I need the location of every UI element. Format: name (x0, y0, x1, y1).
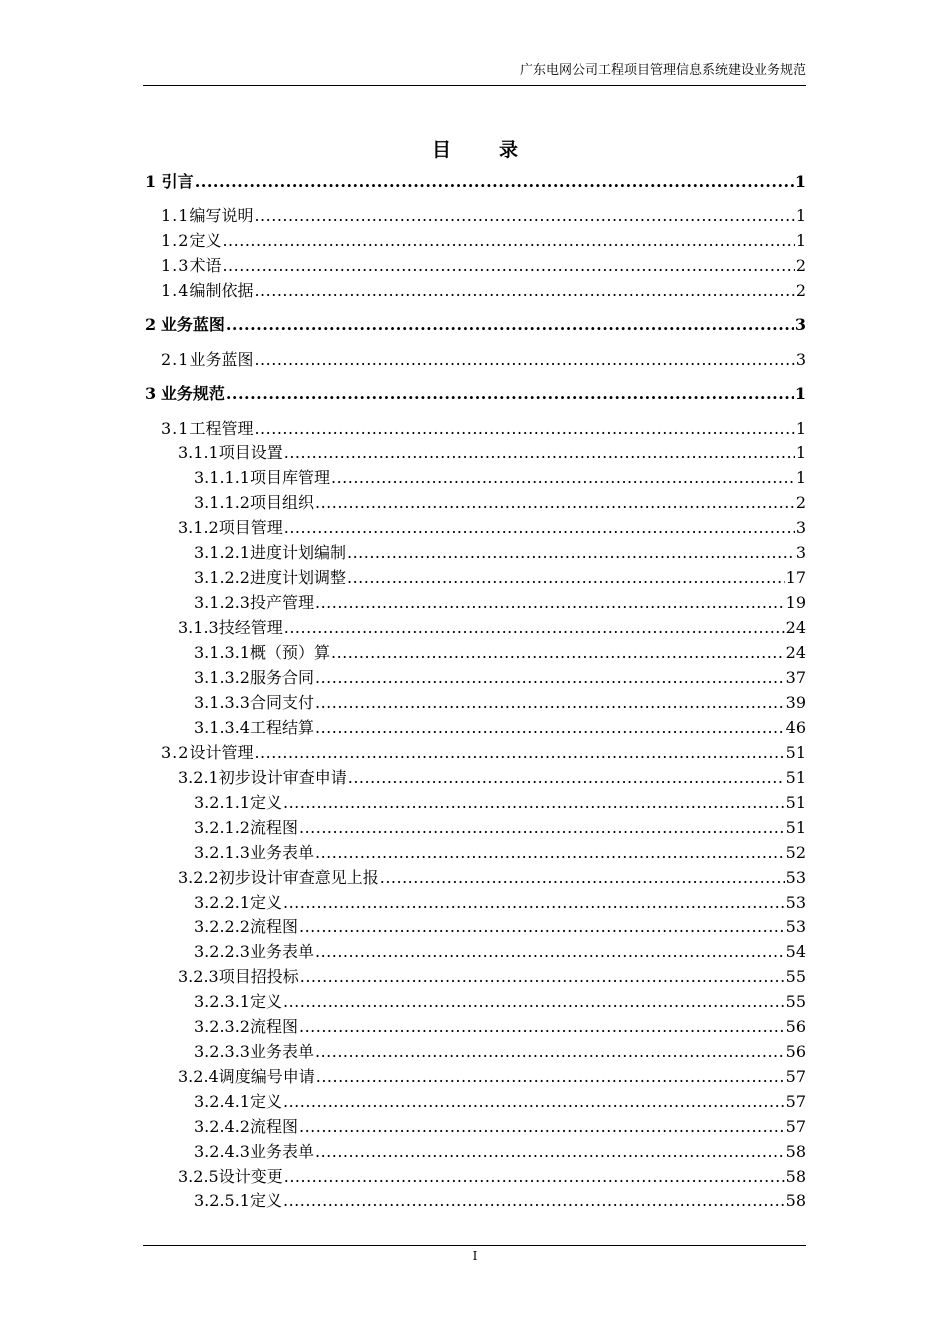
toc-entry-page: 1 (795, 419, 806, 438)
toc-entry-page: 51 (785, 743, 806, 762)
toc-entry-title: 流程图 (249, 917, 298, 936)
toc-entry-page: 37 (785, 668, 806, 687)
toc-entry-page: 52 (785, 843, 806, 862)
toc-leader (254, 418, 794, 440)
toc-entry-number: 3.1.1 (178, 443, 219, 462)
toc-entry[interactable] (161, 255, 806, 277)
toc-entry[interactable] (194, 1016, 806, 1038)
toc-entry-page: 2 (795, 281, 806, 300)
toc-leader (315, 1041, 785, 1063)
toc-entry[interactable] (194, 916, 806, 938)
toc-entry-title: 项目设置 (218, 443, 283, 462)
toc-leader (283, 792, 785, 814)
toc-entry-page: 53 (785, 917, 806, 936)
toc-entry-page: 1 (795, 443, 806, 462)
toc-leader (348, 767, 785, 789)
toc-entry-number: 3.2.1.2 (194, 818, 250, 837)
toc-leader (347, 542, 795, 564)
toc-entry-page: 55 (785, 992, 806, 1011)
toc-leader (299, 1016, 785, 1038)
toc-leader (254, 742, 784, 764)
toc-entry[interactable] (194, 467, 806, 489)
toc-entry-title: 合同支付 (249, 693, 314, 712)
toc-entry-number: 3.2.1.3 (194, 843, 250, 862)
toc-entry-page: 51 (785, 818, 806, 837)
toc-leader (222, 255, 794, 277)
toc-entry[interactable] (194, 1091, 806, 1113)
toc-entry[interactable] (178, 617, 806, 639)
toc-leader (315, 717, 785, 739)
page-number: I (472, 1249, 478, 1263)
toc-entry[interactable] (194, 592, 806, 614)
toc-entry-title: 业务表单 (249, 942, 314, 961)
toc-entry-page: 57 (785, 1092, 806, 1111)
toc-entry-page: 1 (794, 384, 806, 403)
toc-entry[interactable] (194, 542, 806, 564)
toc-entry-number: 3.2.3.2 (194, 1017, 250, 1036)
toc-leader (315, 492, 795, 514)
toc-entry[interactable] (145, 314, 806, 336)
toc-entry-number: 3.2 (161, 743, 190, 762)
toc-leader (283, 892, 785, 914)
toc-entry-page: 58 (785, 1167, 806, 1186)
toc-leader (331, 642, 785, 664)
toc-leader (315, 1141, 785, 1163)
toc-entry[interactable] (145, 171, 806, 193)
toc-entry-page: 2 (795, 256, 806, 275)
toc-entry-number: 1.1 (161, 206, 190, 225)
toc-entry-number: 3.1.3.1 (194, 643, 250, 662)
toc-entry-number: 3.2.4.1 (194, 1092, 250, 1111)
toc-entry-page: 2 (795, 493, 806, 512)
toc-leader (283, 991, 785, 1013)
toc-entry[interactable] (194, 692, 806, 714)
toc-entry-number: 3.1.2.2 (194, 568, 250, 587)
toc-entry-title: 项目招投标 (218, 967, 299, 986)
toc-entry-number: 1.4 (161, 281, 190, 300)
toc-entry-page: 1 (795, 206, 806, 225)
toc-entry[interactable] (161, 418, 806, 440)
toc-entry[interactable] (194, 1190, 806, 1212)
toc-heading-part1: 目 (431, 139, 451, 161)
toc-entry-page: 51 (785, 793, 806, 812)
toc-entry-number: 2 (145, 315, 157, 334)
toc-entry[interactable] (194, 991, 806, 1013)
toc-entry-page: 39 (785, 693, 806, 712)
toc-entry-number: 3.2.1 (178, 768, 219, 787)
toc-entry[interactable] (178, 1066, 806, 1088)
toc-leader (226, 383, 794, 405)
toc-entry-title: 定义 (249, 793, 282, 812)
toc-entry-title: 引言 (161, 172, 194, 191)
toc-entry-number: 3.1.3.2 (194, 668, 250, 687)
toc-entry-number: 2.1 (161, 350, 190, 369)
toc-entry[interactable] (161, 349, 806, 371)
toc-leader (315, 667, 785, 689)
toc-entry-number: 3.1.1.1 (194, 468, 250, 487)
toc-entry-title: 项目组织 (249, 493, 314, 512)
toc-entry[interactable] (178, 867, 806, 889)
toc-entry-title: 定义 (249, 893, 282, 912)
toc-entry-number: 3.1.3.3 (194, 693, 250, 712)
toc-entry-title: 术语 (189, 256, 222, 275)
toc-leader (226, 314, 794, 336)
toc-entry-page: 53 (785, 868, 806, 887)
toc-entry[interactable] (178, 1166, 806, 1188)
toc-entry-title: 初步设计审查意见上报 (218, 868, 379, 887)
toc-entry-number: 3.2.4.3 (194, 1142, 250, 1161)
toc-entry[interactable] (161, 280, 806, 302)
toc-leader (283, 1091, 785, 1113)
toc-leader (299, 916, 785, 938)
toc-entry-number: 3.2.2.3 (194, 942, 250, 961)
toc-entry-title: 概（预）算 (249, 643, 330, 662)
toc-entry-number: 3.2.3 (178, 967, 219, 986)
toc-entry-number: 3.1.3.4 (194, 718, 250, 737)
header-divider (143, 85, 806, 86)
toc-leader (222, 230, 794, 252)
toc-leader (254, 280, 794, 302)
toc-entry[interactable] (194, 667, 806, 689)
toc-entry-number: 3.2.3.1 (194, 992, 250, 1011)
toc-leader (315, 842, 785, 864)
toc-leader (300, 966, 785, 988)
toc-heading-part2: 录 (499, 139, 519, 161)
toc-entry-title: 定义 (249, 1092, 282, 1111)
toc-entry-page: 53 (785, 893, 806, 912)
toc-entry-title: 业务表单 (249, 1042, 314, 1061)
toc-entry-title: 流程图 (249, 1117, 298, 1136)
toc-entry-title: 项目管理 (218, 518, 283, 537)
toc-entry-number: 3.2.4 (178, 1067, 219, 1086)
toc-leader (283, 1190, 785, 1212)
toc-entry-title: 业务蓝图 (160, 315, 225, 334)
toc-entry[interactable] (178, 767, 806, 789)
toc-entry-page: 1 (794, 172, 806, 191)
toc-entry[interactable] (194, 792, 806, 814)
toc-entry-title: 编制依据 (189, 281, 254, 300)
toc-entry-number: 3.2.2.2 (194, 917, 250, 936)
toc-entry-page: 19 (785, 593, 806, 612)
toc-entry-page: 58 (785, 1191, 806, 1210)
toc-entry-number: 3.2.2 (178, 868, 219, 887)
toc-entry-title: 编写说明 (189, 206, 254, 225)
toc-entry[interactable] (178, 442, 806, 464)
toc-entry-number: 3.1 (161, 419, 190, 438)
toc-entry[interactable] (178, 517, 806, 539)
toc-entry-page: 51 (785, 768, 806, 787)
toc-entry-page: 3 (795, 543, 806, 562)
toc-entry[interactable] (194, 892, 806, 914)
toc-entry-page: 46 (785, 718, 806, 737)
toc-entry-title: 设计管理 (189, 743, 254, 762)
running-header: 广东电网公司工程项目管理信息系统建设业务规范 (519, 63, 806, 78)
toc-leader (299, 1116, 785, 1138)
toc-entry-number: 3.2.2.1 (194, 893, 250, 912)
toc-entry-number: 1.3 (161, 256, 190, 275)
toc-entry[interactable] (194, 941, 806, 963)
toc-entry-title: 业务表单 (249, 843, 314, 862)
toc-entry[interactable] (194, 642, 806, 664)
toc-entry-title: 进度计划调整 (249, 568, 346, 587)
toc-leader (315, 941, 785, 963)
toc-entry-number: 3.1.3 (178, 618, 219, 637)
toc-entry-number: 3.2.3.3 (194, 1042, 250, 1061)
toc-entry-page: 1 (795, 231, 806, 250)
toc-entry-page: 56 (785, 1017, 806, 1036)
toc-entry[interactable] (178, 966, 806, 988)
toc-entry-page: 54 (785, 942, 806, 961)
toc-entry-title: 工程管理 (189, 419, 254, 438)
toc-leader (284, 1166, 785, 1188)
toc-entry-number: 3.2.5 (178, 1167, 219, 1186)
toc-entry[interactable] (161, 205, 806, 227)
toc-leader (380, 867, 785, 889)
toc-entry-title: 业务蓝图 (189, 350, 254, 369)
toc-entry[interactable] (194, 1116, 806, 1138)
toc-heading (0, 135, 950, 162)
toc-entry-number: 3.2.1.1 (194, 793, 250, 812)
toc-leader (299, 817, 785, 839)
toc-entry-number: 3.1.1.2 (194, 493, 250, 512)
toc-entry-title: 业务规范 (160, 384, 225, 403)
toc-entry-page: 55 (785, 967, 806, 986)
toc-leader (316, 1066, 785, 1088)
toc-entry-title: 定义 (249, 992, 282, 1011)
toc-entry[interactable] (194, 717, 806, 739)
toc-entry-title: 项目库管理 (249, 468, 330, 487)
toc-entry[interactable] (194, 492, 806, 514)
toc-entry[interactable] (161, 742, 806, 764)
toc-entry-title: 投产管理 (249, 593, 314, 612)
toc-leader (315, 592, 785, 614)
toc-entry-page: 56 (785, 1042, 806, 1061)
toc-entry-page: 17 (785, 568, 806, 587)
toc-entry-title: 服务合同 (249, 668, 314, 687)
toc-entry-title: 定义 (189, 231, 222, 250)
toc-entry-page: 57 (785, 1117, 806, 1136)
toc-entry-title: 定义 (249, 1191, 282, 1210)
toc-entry-number: 3 (145, 384, 157, 403)
toc-entry-number: 3.2.4.2 (194, 1117, 250, 1136)
toc-entry[interactable] (194, 1041, 806, 1063)
toc-entry[interactable] (194, 842, 806, 864)
toc-leader (315, 692, 785, 714)
toc-entry-title: 设计变更 (218, 1167, 283, 1186)
toc-entry-title: 调度编号申请 (218, 1067, 315, 1086)
toc-entry-page: 24 (785, 618, 806, 637)
toc-entry-number: 3.2.5.1 (194, 1191, 250, 1210)
toc-entry-page: 1 (795, 468, 806, 487)
toc-entry-number: 3.1.2 (178, 518, 219, 537)
toc-entry-title: 业务表单 (249, 1142, 314, 1161)
toc-entry-title: 进度计划编制 (249, 543, 346, 562)
toc-entry[interactable] (194, 1141, 806, 1163)
toc-entry-title: 流程图 (249, 1017, 298, 1036)
toc-entry-number: 3.1.2.1 (194, 543, 250, 562)
toc-entry-title: 初步设计审查申请 (218, 768, 347, 787)
toc-entry-title: 流程图 (249, 818, 298, 837)
toc-entry-number: 1.2 (161, 231, 190, 250)
toc-entry-title: 技经管理 (218, 618, 283, 637)
toc-entry[interactable] (194, 567, 806, 589)
footer-divider (143, 1245, 806, 1246)
toc-leader (331, 467, 795, 489)
toc-entry-page: 58 (785, 1142, 806, 1161)
toc-leader (347, 567, 785, 589)
toc-entry-page: 24 (785, 643, 806, 662)
toc-entry-title: 工程结算 (249, 718, 314, 737)
toc-leader (254, 205, 794, 227)
toc-entry-page: 3 (794, 315, 806, 334)
toc-entry-page: 57 (785, 1067, 806, 1086)
toc-leader (284, 517, 795, 539)
toc-entry[interactable] (145, 383, 806, 405)
toc-entry-number: 3.1.2.3 (194, 593, 250, 612)
toc-entry[interactable] (194, 817, 806, 839)
toc-leader (284, 442, 795, 464)
toc-leader (195, 171, 794, 193)
toc-leader (254, 349, 794, 371)
toc-entry-number: 1 (145, 172, 157, 191)
toc-leader (284, 617, 785, 639)
toc-entry[interactable] (161, 230, 806, 252)
toc-entry-page: 3 (795, 518, 806, 537)
toc-entry-page: 3 (795, 350, 806, 369)
